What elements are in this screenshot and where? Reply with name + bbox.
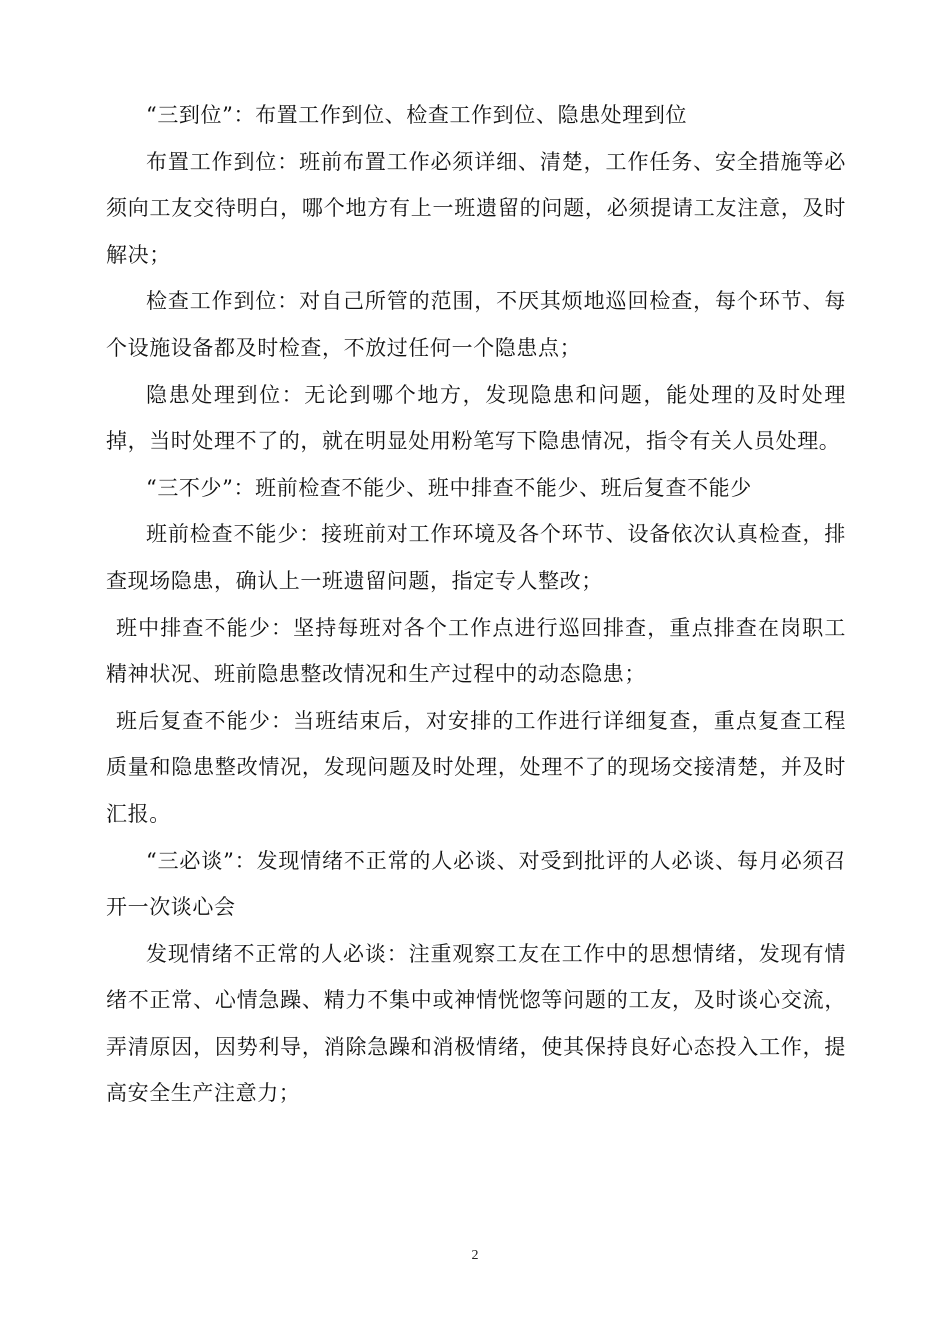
paragraph-ban-hou-fu-cha: 班后复查不能少：当班结束后，对安排的工作进行详细复查，重点复查工程质量和隐患整改情况，发现问题及时处理，处理不了的现场交接清楚，并及时汇报。 xyxy=(106,708,846,826)
paragraph-yin-huan-chu-li: 隐患处理到位：无论到哪个地方，发现隐患和问题，能处理的及时处理掉，当时处理不了的，就在明显处用粉笔写下隐患情况，指令有关人员处理。 xyxy=(106,382,846,454)
paragraph-ban-qian-jian-cha: 班前检查不能少：接班前对工作环境及各个环节、设备依次认真检查，排查现场隐患，确认上一班遗留问题，指定专人整改； xyxy=(106,522,846,593)
section-heading-san-bi-tan: “三必谈”：发现情绪不正常的人必谈、对受到批评的人必谈、每月必须召开一次谈心会 xyxy=(106,848,846,920)
paragraph-bu-zhi-gong-zuo: 布置工作到位：班前布置工作必须详细、清楚，工作任务、安全措施等必须向工友交待明白，哪个地方有上一班遗留的问题，必须提请工友注意，及时解决； xyxy=(106,149,846,267)
page-number: 2 xyxy=(471,1248,479,1263)
paragraph-jian-cha-gong-zuo: 检查工作到位：对自己所管的范围，不厌其烦地巡回检查，每个环节、每个设施设备都及时检查，不放过任何一个隐患点； xyxy=(106,289,846,360)
paragraph-ban-zhong-pai-cha: 班中排查不能少：坚持每班对各个工作点进行巡回排查，重点排查在岗职工精神状况、班前隐患整改情况和生产过程中的动态隐患； xyxy=(106,615,846,687)
section-heading-san-dao-wei: “三到位”：布置工作到位、检查工作到位、隐患处理到位 xyxy=(146,103,688,127)
section-heading-san-bu-shao: “三不少”：班前检查不能少、班中排查不能少、班后复查不能少 xyxy=(146,475,752,500)
document-body xyxy=(106,92,846,1117)
paragraph-qing-xu-bi-tan: 发现情绪不正常的人必谈：注重观察工友在工作中的思想情绪，发现有情绪不正常、心情急躁、精力不集中或神情恍惚等问题的工友，及时谈心交流，弄清原因，因势利导，消除急躁和消极情绪，使其保持良好心态投入工作，提高安全生产注意力； xyxy=(106,941,846,1106)
